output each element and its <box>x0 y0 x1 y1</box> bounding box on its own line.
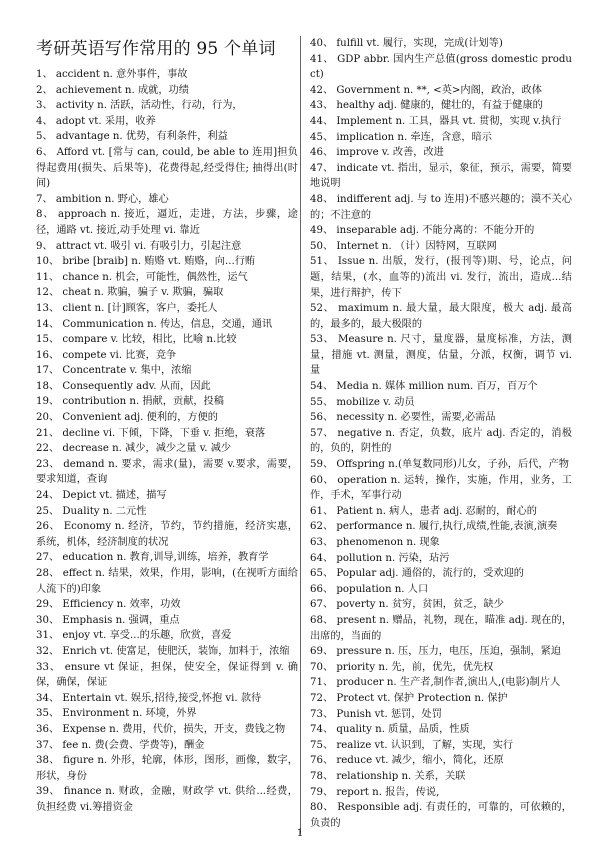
vocabulary-entry: 80、 Responsible adj. 有责任的，可靠的，可依赖的，负责的 <box>310 802 572 829</box>
left-entry-list <box>36 67 298 816</box>
vocabulary-entry: 39、 finance n. 财政，金融，财政学 vt. 供给...经费，负担经费 vi.筹措资金 <box>36 786 298 813</box>
vocabulary-entry: 43、 healthy adj. 健康的，健壮的，有益于健康的 <box>310 100 543 112</box>
vocabulary-entry: 24、 Depict vt. 描述，描写 <box>36 490 167 502</box>
vocabulary-entry: 9、 attract vt. 吸引 vi. 有吸引力，引起注意 <box>36 240 242 252</box>
vocabulary-entry: 44、 Implement n. 工具，器具 vt. 贯彻，实现 v.执行 <box>310 115 562 127</box>
vocabulary-entry: 3、 activity n. 活跃，活动性，行动，行为， <box>36 100 243 112</box>
vocabulary-entry: 75、 realize vt. 认识到，了解，实现，实行 <box>310 739 514 751</box>
vocabulary-entry: 71、 producer n. 生产者,制作者,演出人,(电影)制片人 <box>310 677 561 689</box>
vocabulary-entry: 31、 enjoy vt. 享受...的乐趣，欣赏，喜爱 <box>36 630 232 642</box>
vocabulary-entry: 78、 relationship n. 关系，关联 <box>310 770 466 782</box>
vocabulary-entry: 65、 Popular adj. 通俗的，流行的，受欢迎的 <box>310 568 524 580</box>
vocabulary-entry: 13、 client n. [计]顾客，客户，委托人 <box>36 302 218 314</box>
vocabulary-entry: 45、 implication n. 牵连，含意，暗示 <box>310 131 492 143</box>
vocabulary-entry: 49、 inseparable adj. 不能分离的：不能分开的 <box>310 225 535 237</box>
vocabulary-entry: 1、 accident n. 意外事件，事故 <box>36 69 188 80</box>
vocabulary-entry: 4、 adopt vt. 采用，收养 <box>36 115 156 127</box>
vocabulary-entry: 19、 contribution n. 捐献，贡献，投稿 <box>36 396 224 408</box>
vocabulary-entry: 32、 Enrich vt. 使富足，使肥沃，装饰，加料于，浓缩 <box>36 645 290 657</box>
vocabulary-entry: 36、 Expense n. 费用，代价，损失，开支，费钱之物 <box>36 723 286 735</box>
right-column <box>310 36 572 831</box>
vocabulary-entry: 20、 Convenient adj. 便利的，方便的 <box>36 412 218 424</box>
vocabulary-entry: 16、 compete vi. 比赛，竞争 <box>36 349 177 361</box>
vocabulary-entry: 59、 Offspring n.(单复数同形)儿女，子孙，后代，产物 <box>310 459 569 471</box>
vocabulary-entry: 73、 Punish vt. 惩罚，处罚 <box>310 708 442 720</box>
vocabulary-entry: 34、 Entertain vt. 娱乐,招待,接受,怀抱 vi. 款待 <box>36 692 262 704</box>
document-title: 考研英语写作常用的 95 个单词 <box>36 39 276 59</box>
vocabulary-entry: 33、 ensure vt 保证，担保，使安全，保证得到 v. 确保，确保，保证 <box>36 661 298 689</box>
vocabulary-entry: 17、 Concentrate v. 集中，浓缩 <box>36 365 192 377</box>
page-number: 1 <box>296 828 304 839</box>
vocabulary-entry: 28、 effect n. 结果，效果，作用，影响，(在视听方面给人流下的)印象 <box>36 568 298 595</box>
vocabulary-entry: 10、 bribe [braib] n. 贿赂 vt. 贿赂，向...行贿 <box>36 256 256 268</box>
vocabulary-entry: 41、 GDP abbr. 国内生产总值(gross domestic product) <box>310 53 572 81</box>
vocabulary-entry: 70、 priority n. 先，前，优先，优先权 <box>310 661 494 673</box>
vocabulary-entry: 2、 achievement n. 成就，功绩 <box>36 84 189 96</box>
vocabulary-entry: 66、 population n. 人口 <box>310 583 429 595</box>
vocabulary-entry: 50、 Internet n. （计）因特网，互联网 <box>310 240 497 252</box>
vocabulary-entry: 46、 improve v. 改善，改进 <box>310 147 444 159</box>
vocabulary-entry: 53、 Measure n. 尺寸，量度器，量度标准，方法，测量，措施 vt. 测量，测度，估量，分派，权衡，调节 vi. 量 <box>310 334 572 377</box>
vocabulary-entry: 60、 operation n. 运转，操作，实施，作用，业务，工作，手术，军事行动 <box>310 474 572 502</box>
vocabulary-entry: 74、 quality n. 质量，品质，性质 <box>310 724 470 736</box>
vocabulary-entry: 7、 ambition n. 野心，雄心 <box>36 193 169 205</box>
vocabulary-entry: 54、 Media n. 媒体 million num. 百万，百万个 <box>310 381 538 393</box>
left-column <box>36 36 298 816</box>
vocabulary-entry: 27、 education n. 教育,训导,训练，培养，教育学 <box>36 552 269 564</box>
vocabulary-entry: 21、 decline vi. 下倾，下降，下垂 v. 拒绝，衰落 <box>36 427 266 439</box>
vocabulary-entry: 63、 phenomenon n. 现象 <box>310 537 440 548</box>
vocabulary-entry: 69、 pressure n. 压，压力，电压，压迫，强制，紧迫 <box>310 646 561 658</box>
vocabulary-entry: 76、 reduce vt. 减少，缩小，简化，还原 <box>310 755 504 767</box>
vocabulary-entry: 67、 poverty n. 贫穷，贫困，贫乏，缺少 <box>310 599 504 611</box>
vocabulary-entry: 15、 compare v. 比较，相比，比喻 n.比较 <box>36 334 237 346</box>
vocabulary-entry: 25、 Duality n. 二元性 <box>36 505 147 517</box>
vocabulary-entry: 64、 pollution n. 污染，玷污 <box>310 552 450 564</box>
vocabulary-entry: 26、 Economy n. 经济，节约，节约措施，经济实惠，系统，机体，经济制度的状况 <box>36 521 298 548</box>
vocabulary-entry: 79、 report n. 报告，传说, <box>310 786 440 798</box>
vocabulary-entry: 6、 Afford vt. [常与 can, could, be able to 连用]担负得起费用(损失、后果等)，花费得起,经受得住; 抽得出(时间) <box>36 146 298 190</box>
vocabulary-entry: 51、 Issue n. 出版，发行，(报刊等)期、号，论点，问题，结果，(水，血等的)流出 vi. 发行，流出，造成...结果，进行辩护，传下 <box>310 256 572 299</box>
column-divider <box>300 36 301 834</box>
vocabulary-entry: 22、 decrease n. 减少，减少之量 v. 减少 <box>36 443 232 455</box>
vocabulary-entry: 56、 necessity n. 必要性，需要,必需品 <box>310 412 496 424</box>
vocabulary-entry: 38、 figure n. 外形，轮廓，体形，图形，画像，数字，形状，身份 <box>36 755 298 782</box>
vocabulary-entry: 72、 Protect vt. 保护 Protection n. 保护 <box>310 692 508 704</box>
vocabulary-entry: 35、 Environment n. 环境，外界 <box>36 708 197 720</box>
vocabulary-entry: 14、 Communication n. 传达，信息，交通，通讯 <box>36 318 273 330</box>
vocabulary-entry: 18、 Consequently adv. 从而，因此 <box>36 380 211 392</box>
right-entry-list <box>310 36 572 831</box>
vocabulary-entry: 47、 indicate vt. 指出，显示，象征，预示，需要，简要地说明 <box>310 162 572 190</box>
vocabulary-entry: 62、 performance n. 履行,执行,成绩,性能,表演,演奏 <box>310 521 558 533</box>
vocabulary-entry: 23、 demand n. 要求，需求(量)，需要 v.要求，需要，要求知道，查询 <box>36 458 298 486</box>
vocabulary-entry: 68、 present n. 赠品，礼物，现在，瞄准 adj. 现在的，出席的，当面的 <box>310 614 572 642</box>
vocabulary-entry: 5、 advantage n. 优势，有利条件，利益 <box>36 131 228 143</box>
vocabulary-entry: 8、 approach n. 接近，逼近，走进，方法，步骤，途径，通路 vt. 接近,动手处理 vi. 靠近 <box>36 209 298 236</box>
vocabulary-entry: 55、 mobilize v. 动员 <box>310 396 415 408</box>
vocabulary-entry: 11、 chance n. 机会，可能性，偶然性，运气 <box>36 271 248 283</box>
vocabulary-entry: 40、 fulfill vt. 履行，实现，完成(计划等) <box>310 38 503 49</box>
vocabulary-entry: 61、 Patient n. 病人，患者 adj. 忍耐的，耐心的 <box>310 505 537 517</box>
vocabulary-entry: 42、 Government n. **, <英>内阁，政治，政体 <box>310 84 542 96</box>
vocabulary-entry: 29、 Efficiency n. 效率，功效 <box>36 599 181 611</box>
vocabulary-entry: 30、 Emphasis n. 强调，重点 <box>36 614 180 626</box>
vocabulary-entry: 37、 fee n. 费(会费、学费等)，酬金 <box>36 739 205 751</box>
vocabulary-entry: 57、 negative n. 否定，负数，底片 adj. 否定的，消极的，负的，阴性的 <box>310 427 572 455</box>
vocabulary-entry: 52、 maximum n. 最大量，最大限度，极大 adj. 最高的，最多的，最大极限的 <box>310 303 572 330</box>
vocabulary-entry: 12、 cheat n. 欺骗，骗子 v. 欺骗，骗取 <box>36 287 224 299</box>
vocabulary-entry: 48、 indifferent adj. 与 to 连用)不感兴趣的；漠不关心的；不注意的 <box>310 193 572 221</box>
